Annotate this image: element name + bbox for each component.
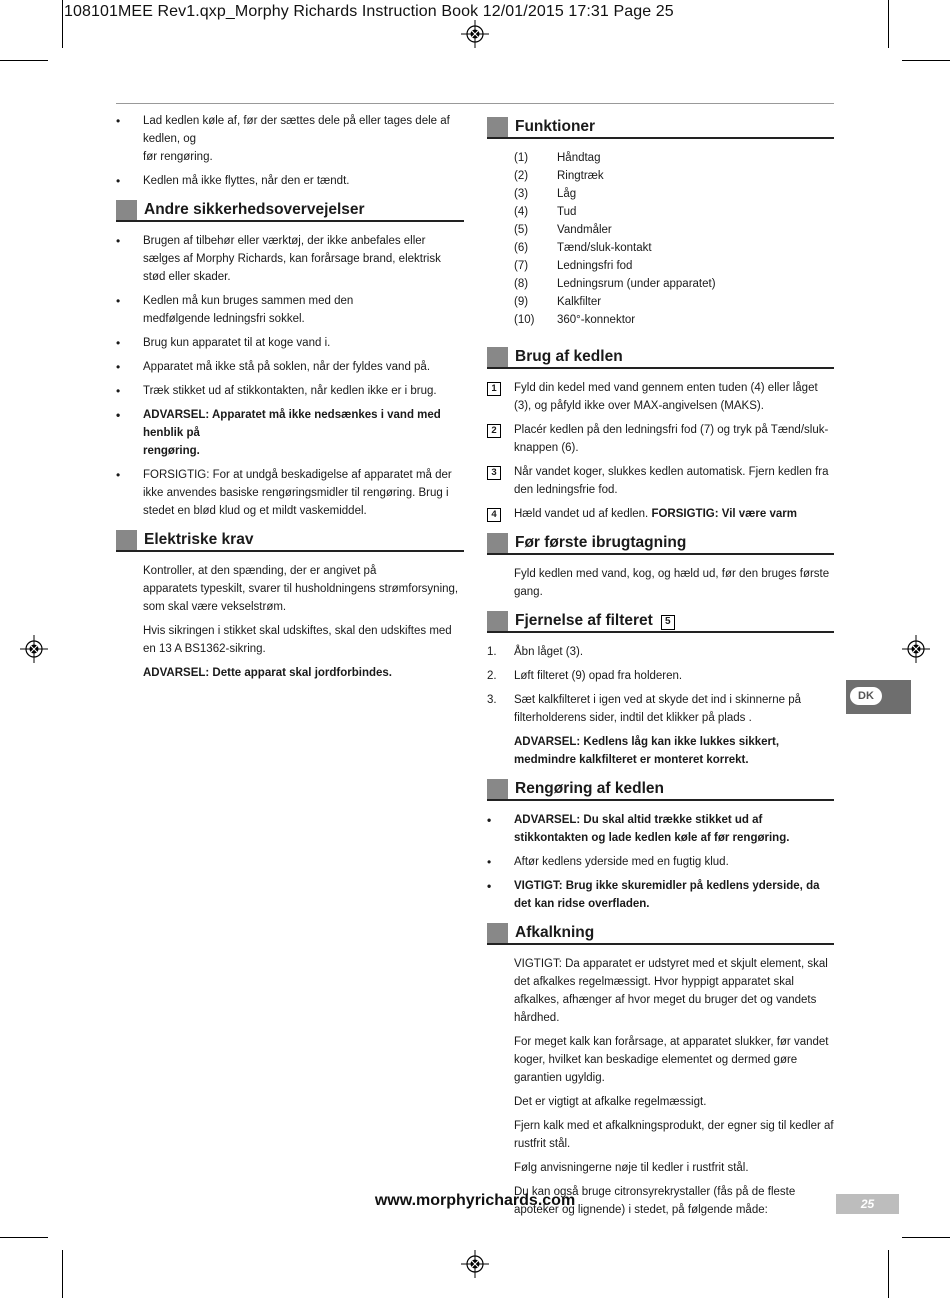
bullet-item: • Brugen af tilbehør eller værktøj, der ikke anbefales eller sælges af Morphy Richards, kan forårsage brand, elektrisk stød eller skader. [116,232,464,286]
crop-mark [0,1237,48,1238]
section-title: Rengøring af kedlen [515,780,664,797]
section-title: Elektriske krav [144,531,254,548]
numbered-step: 2 Placér kedlen på den ledningsfri fod (7) og tryk på Tænd/sluk-knappen (6). [487,421,834,457]
paragraph: Du kan også bruge citronsyrekrystaller (fås på de fleste apoteker og lignende) i stedet, på følgende måde: [514,1186,796,1216]
bullet-item: • Apparatet må ikke stå på soklen, når der fyldes vand på. [116,358,464,376]
heading-marker [116,200,137,220]
crop-mark [902,60,950,61]
heading-marker [487,779,508,799]
step-number-badge: 2 [487,424,501,438]
section-title: Før første ibrugtagning [515,534,687,551]
numbered-step: 1 Fyld din kedel med vand gennem enten tuden (4) eller låget (3), og påfyld ikke over MAX-angivelsen (MAKS). [487,379,834,415]
heading-marker [487,533,508,553]
language-tab [846,680,911,714]
left-column [116,112,464,688]
paragraph: VIGTIGT: Da apparatet er udstyret med et skjult element, skal det afkalkes regelmæssigt. Hvor hyppigt apparatet skal afkalkes, afhænger af hvor meget du bruger det og vandets hårdhed. [514,958,828,1024]
bullet-item: • Kedlen må ikke flyttes, når den er tændt. [116,172,464,190]
bullet-item: • Kedlen må kun bruges sammen med den medfølgende ledningsfri sokkel. [116,292,464,328]
heading-marker [487,923,508,943]
warning-bullet: • VIGTIGT: Brug ikke skuremidler på kedlens yderside, da det kan ridse overfladen. [487,877,834,913]
list-item: (4) Tud [514,206,577,218]
registration-mark-icon [902,635,930,663]
step-number-badge: 4 [487,508,501,522]
section-heading [487,347,834,369]
functions-list [487,149,834,329]
paragraph: For meget kalk kan forårsage, at apparatet slukker, før vandet koger, hvilket kan beskadige elementet og dermed gøre garantien ugyldig. [514,1036,829,1084]
numbered-step: 2. Løft filteret (9) opad fra holderen. [487,670,683,682]
section-heading [487,533,834,555]
paragraph: Kontroller, at den spænding, der er angivet på apparatets typeskilt, svarer til husholdningens strømforsyning, som skal være vekselstrøm. [143,565,459,613]
warning-paragraph: ADVARSEL: Dette apparat skal jordforbindes. [143,667,392,679]
registration-mark-icon [20,635,48,663]
list-item: (8) Ledningsrum (under apparatet) [514,278,716,290]
top-rule [116,103,834,104]
paragraph: Det er vigtigt at afkalke regelmæssigt. [514,1096,707,1108]
print-slug: 108101MEE Rev1.qxp_Morphy Richards Instruction Book 12/01/2015 17:31 Page 25 [64,3,674,20]
section-heading [116,200,464,222]
list-item: (7) Ledningsfri fod [514,260,633,272]
section-title: Funktioner [515,118,596,135]
crop-mark [62,1250,63,1298]
section-heading [487,923,834,945]
paragraph: Følg anvisningerne nøje til kedler i rustfrit stål. [514,1162,749,1174]
section-heading [487,611,834,633]
bullet-item: • FORSIGTIG: For at undgå beskadigelse af apparatet må der ikke anvendes basiske rengøringsmidler til rengøring. Brug i stedet en blød klud og et mildt vaskemiddel. [116,466,464,520]
list-item: (9) Kalkfilter [514,296,602,308]
paragraph: Fyld kedlen med vand, kog, og hæld ud, før den bruges første gang. [514,568,830,598]
bullet-item: • Træk stikket ud af stikkontakten, når kedlen ikke er i brug. [116,382,464,400]
warning-bullet: • ADVARSEL: Du skal altid trække stikket ud af stikkontakten og lade kedlen køle af før rengøring. [487,811,834,847]
page-number: 25 [860,1197,875,1211]
bullet-item: • Lad kedlen køle af, før der sættes dele på eller tages dele af kedlen, og før rengøring. [116,112,464,166]
numbered-step: 4 Hæld vandet ud af kedlen. FORSIGTIG: Vil være varm [487,505,834,523]
numbered-step: 3. Sæt kalkfilteret i igen ved at skyde det ind i skinnerne på filterholderens sider, indtil det klikker på plads . [487,694,802,724]
heading-marker [116,530,137,550]
language-code: DK [850,687,882,705]
heading-marker [487,347,508,367]
website-url: www.morphyrichards.com [374,1192,576,1209]
crop-mark [888,1250,889,1298]
crop-mark [902,1237,950,1238]
section-heading [487,779,834,801]
paragraph: Hvis sikringen i stikket skal udskiftes, skal den udskiftes med en 13 A BS1362-sikring. [143,625,452,655]
warning-bullet: • ADVARSEL: Apparatet må ikke nedsænkes i vand med henblik på rengøring. [116,406,464,460]
bullet-item: • Brug kun apparatet til at koge vand i. [116,334,464,352]
section-title: Afkalkning [515,924,595,941]
crop-mark [62,0,63,48]
numbered-step: 1. Åbn låget (3). [487,646,584,658]
section-heading [487,117,834,139]
list-item: (3) Låg [514,188,577,200]
warning-paragraph: ADVARSEL: Kedlens låg kan ikke lukkes sikkert, medmindre kalkfilteret er monteret korrekt. [514,736,780,766]
step-number-badge: 1 [487,382,501,396]
numbered-step: 3 Når vandet koger, slukkes kedlen automatisk. Fjern kedlen fra den ledningsfrie fod. [487,463,834,499]
section-heading [116,530,464,552]
page-number-tab [836,1194,899,1214]
crop-mark [0,60,48,61]
section-title: Fjernelse af filteret 5 [515,611,675,631]
figure-reference-badge: 5 [661,615,675,630]
list-item: (6) Tænd/sluk-kontakt [514,242,652,254]
crop-mark [888,0,889,48]
section-title: Andre sikkerhedsovervejelser [144,201,365,218]
paragraph: Fjern kalk med et afkalkningsprodukt, der egner sig til kedler af rustfrit stål. [514,1120,834,1150]
list-item: (2) Ringtræk [514,170,604,182]
right-column [487,117,834,1225]
bullet-item: • Aftør kedlens yderside med en fugtig klud. [487,853,834,871]
heading-marker [487,117,508,137]
step-number-badge: 3 [487,466,501,480]
list-item: (10) 360°-konnektor [514,314,636,326]
section-title: Brug af kedlen [515,348,623,365]
heading-marker [487,611,508,631]
list-item: (5) Vandmåler [514,224,612,236]
registration-mark-icon [461,1250,489,1278]
registration-mark-icon [461,20,489,48]
list-item: (1) Håndtag [514,152,601,164]
